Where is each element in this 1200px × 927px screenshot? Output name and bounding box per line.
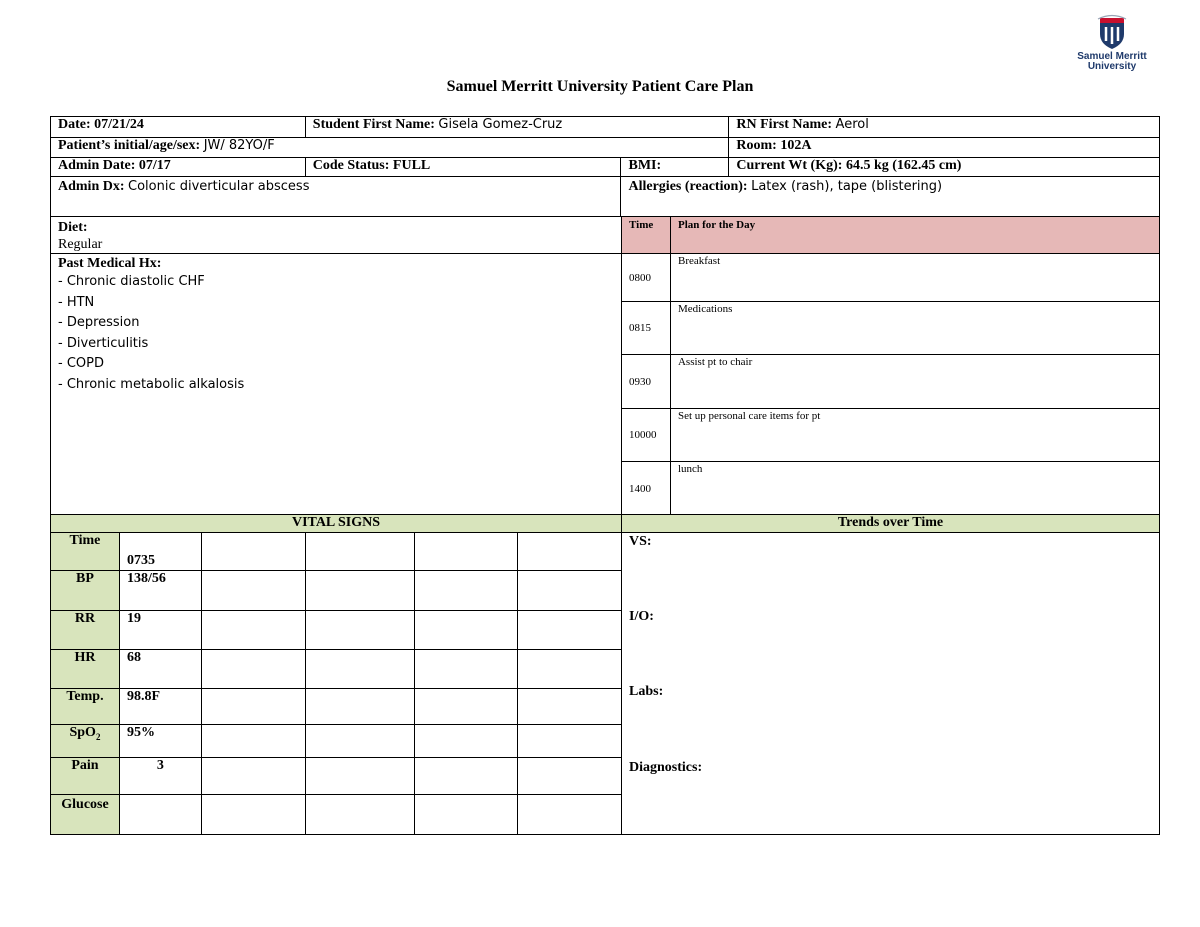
vs-value-time: 0735 bbox=[119, 533, 201, 571]
plan-task: Set up personal care items for pt bbox=[670, 409, 1159, 462]
plan-time: 0930 bbox=[622, 355, 671, 409]
pmh-item: - Chronic metabolic alkalosis bbox=[58, 376, 245, 392]
pmh-item: - Depression bbox=[58, 315, 140, 330]
past-medical-hx-cell bbox=[51, 254, 622, 516]
shield-logo-icon bbox=[1072, 14, 1152, 50]
university-logo bbox=[1072, 14, 1152, 76]
plan-task: lunch bbox=[670, 462, 1159, 516]
diet-label: Diet: bbox=[58, 220, 88, 235]
admin-dx-cell: Admin Dx: Colonic diverticular abscess bbox=[51, 177, 621, 217]
admin-date-cell: Admin Date: 07/17 bbox=[51, 158, 306, 177]
patient-info-cell: Patient’s initial/age/sex: JW/ 82YO/F bbox=[51, 138, 729, 158]
trends-vs-label: VS: bbox=[629, 534, 652, 549]
plan-time: 1400 bbox=[622, 462, 671, 516]
vs-label-temp: Temp. bbox=[51, 689, 120, 725]
trends-body bbox=[622, 533, 1160, 835]
vs-value-pain: 3 bbox=[119, 758, 201, 795]
plan-task: Assist pt to chair bbox=[670, 355, 1159, 409]
trends-labs-label: Labs: bbox=[629, 684, 664, 699]
plan-row bbox=[622, 254, 1160, 302]
date-cell: Date: 07/21/24 bbox=[51, 117, 306, 138]
room-cell: Room: 102A bbox=[729, 138, 1160, 158]
logo-line-1: Samuel Merritt bbox=[1077, 51, 1147, 62]
vs-label-rr: RR bbox=[51, 611, 120, 650]
plan-row bbox=[622, 355, 1160, 409]
plan-header: Plan for the Day bbox=[670, 217, 1159, 254]
plan-time: 10000 bbox=[622, 409, 671, 462]
plan-task: Breakfast bbox=[670, 254, 1159, 302]
plan-for-day-table bbox=[621, 216, 1160, 516]
plan-row bbox=[622, 409, 1160, 462]
trends-header: Trends over Time bbox=[622, 515, 1160, 533]
vs-label-time: Time bbox=[51, 533, 120, 571]
header-table bbox=[50, 116, 1160, 217]
plan-time: 0815 bbox=[622, 302, 671, 355]
rn-name-cell: RN First Name: Aerol bbox=[729, 117, 1160, 138]
current-weight-cell: Current Wt (Kg): 64.5 kg (162.45 cm) bbox=[729, 158, 1160, 177]
allergies-cell: Allergies (reaction): Latex (rash), tape (blistering) bbox=[621, 177, 1160, 217]
plan-time-header: Time bbox=[622, 217, 671, 254]
plan-time: 0800 bbox=[622, 254, 671, 302]
vital-signs-table bbox=[50, 514, 622, 835]
pmh-item: - Chronic diastolic CHF bbox=[58, 274, 205, 289]
student-name-cell: Student First Name: Gisela Gomez-Cruz bbox=[305, 117, 729, 138]
vs-label-hr: HR bbox=[51, 650, 120, 689]
plan-row bbox=[622, 462, 1160, 516]
trends-diagnostics-label: Diagnostics: bbox=[629, 760, 703, 775]
diet-cell bbox=[51, 217, 622, 254]
plan-row bbox=[622, 302, 1160, 355]
pmh-item: - Diverticulitis bbox=[58, 335, 149, 351]
vs-label-bp: BP bbox=[51, 571, 120, 611]
vs-label-glucose: Glucose bbox=[51, 795, 120, 835]
vs-label-pain: Pain bbox=[51, 758, 120, 795]
bmi-cell: BMI: bbox=[621, 158, 729, 177]
diet-value: Regular bbox=[58, 237, 103, 252]
pmh-item: - COPD bbox=[58, 356, 104, 371]
logo-line-2: University bbox=[1087, 61, 1137, 72]
diet-pmh-table bbox=[50, 216, 622, 516]
pmh-item: - HTN bbox=[58, 294, 95, 310]
vs-value-rr: 19 bbox=[119, 611, 201, 650]
plan-task: Medications bbox=[670, 302, 1159, 355]
vs-value-spo2: 95% bbox=[119, 725, 201, 758]
vs-value-hr: 68 bbox=[119, 650, 201, 689]
vs-value-temp: 98.8F bbox=[119, 689, 201, 725]
trends-table bbox=[621, 514, 1160, 835]
vs-label-spo2: SpO$_2$ bbox=[51, 725, 120, 758]
pmh-label: Past Medical Hx: bbox=[58, 256, 162, 271]
trends-io-label: I/O: bbox=[629, 609, 654, 624]
vs-value-glucose bbox=[119, 795, 201, 835]
vs-value-bp: 138/56 bbox=[119, 571, 201, 611]
vital-signs-header: VITAL SIGNS bbox=[51, 515, 622, 533]
code-status-cell: Code Status: FULL bbox=[305, 158, 621, 177]
page-title: Samuel Merritt University Patient Care Plan bbox=[446, 78, 754, 95]
